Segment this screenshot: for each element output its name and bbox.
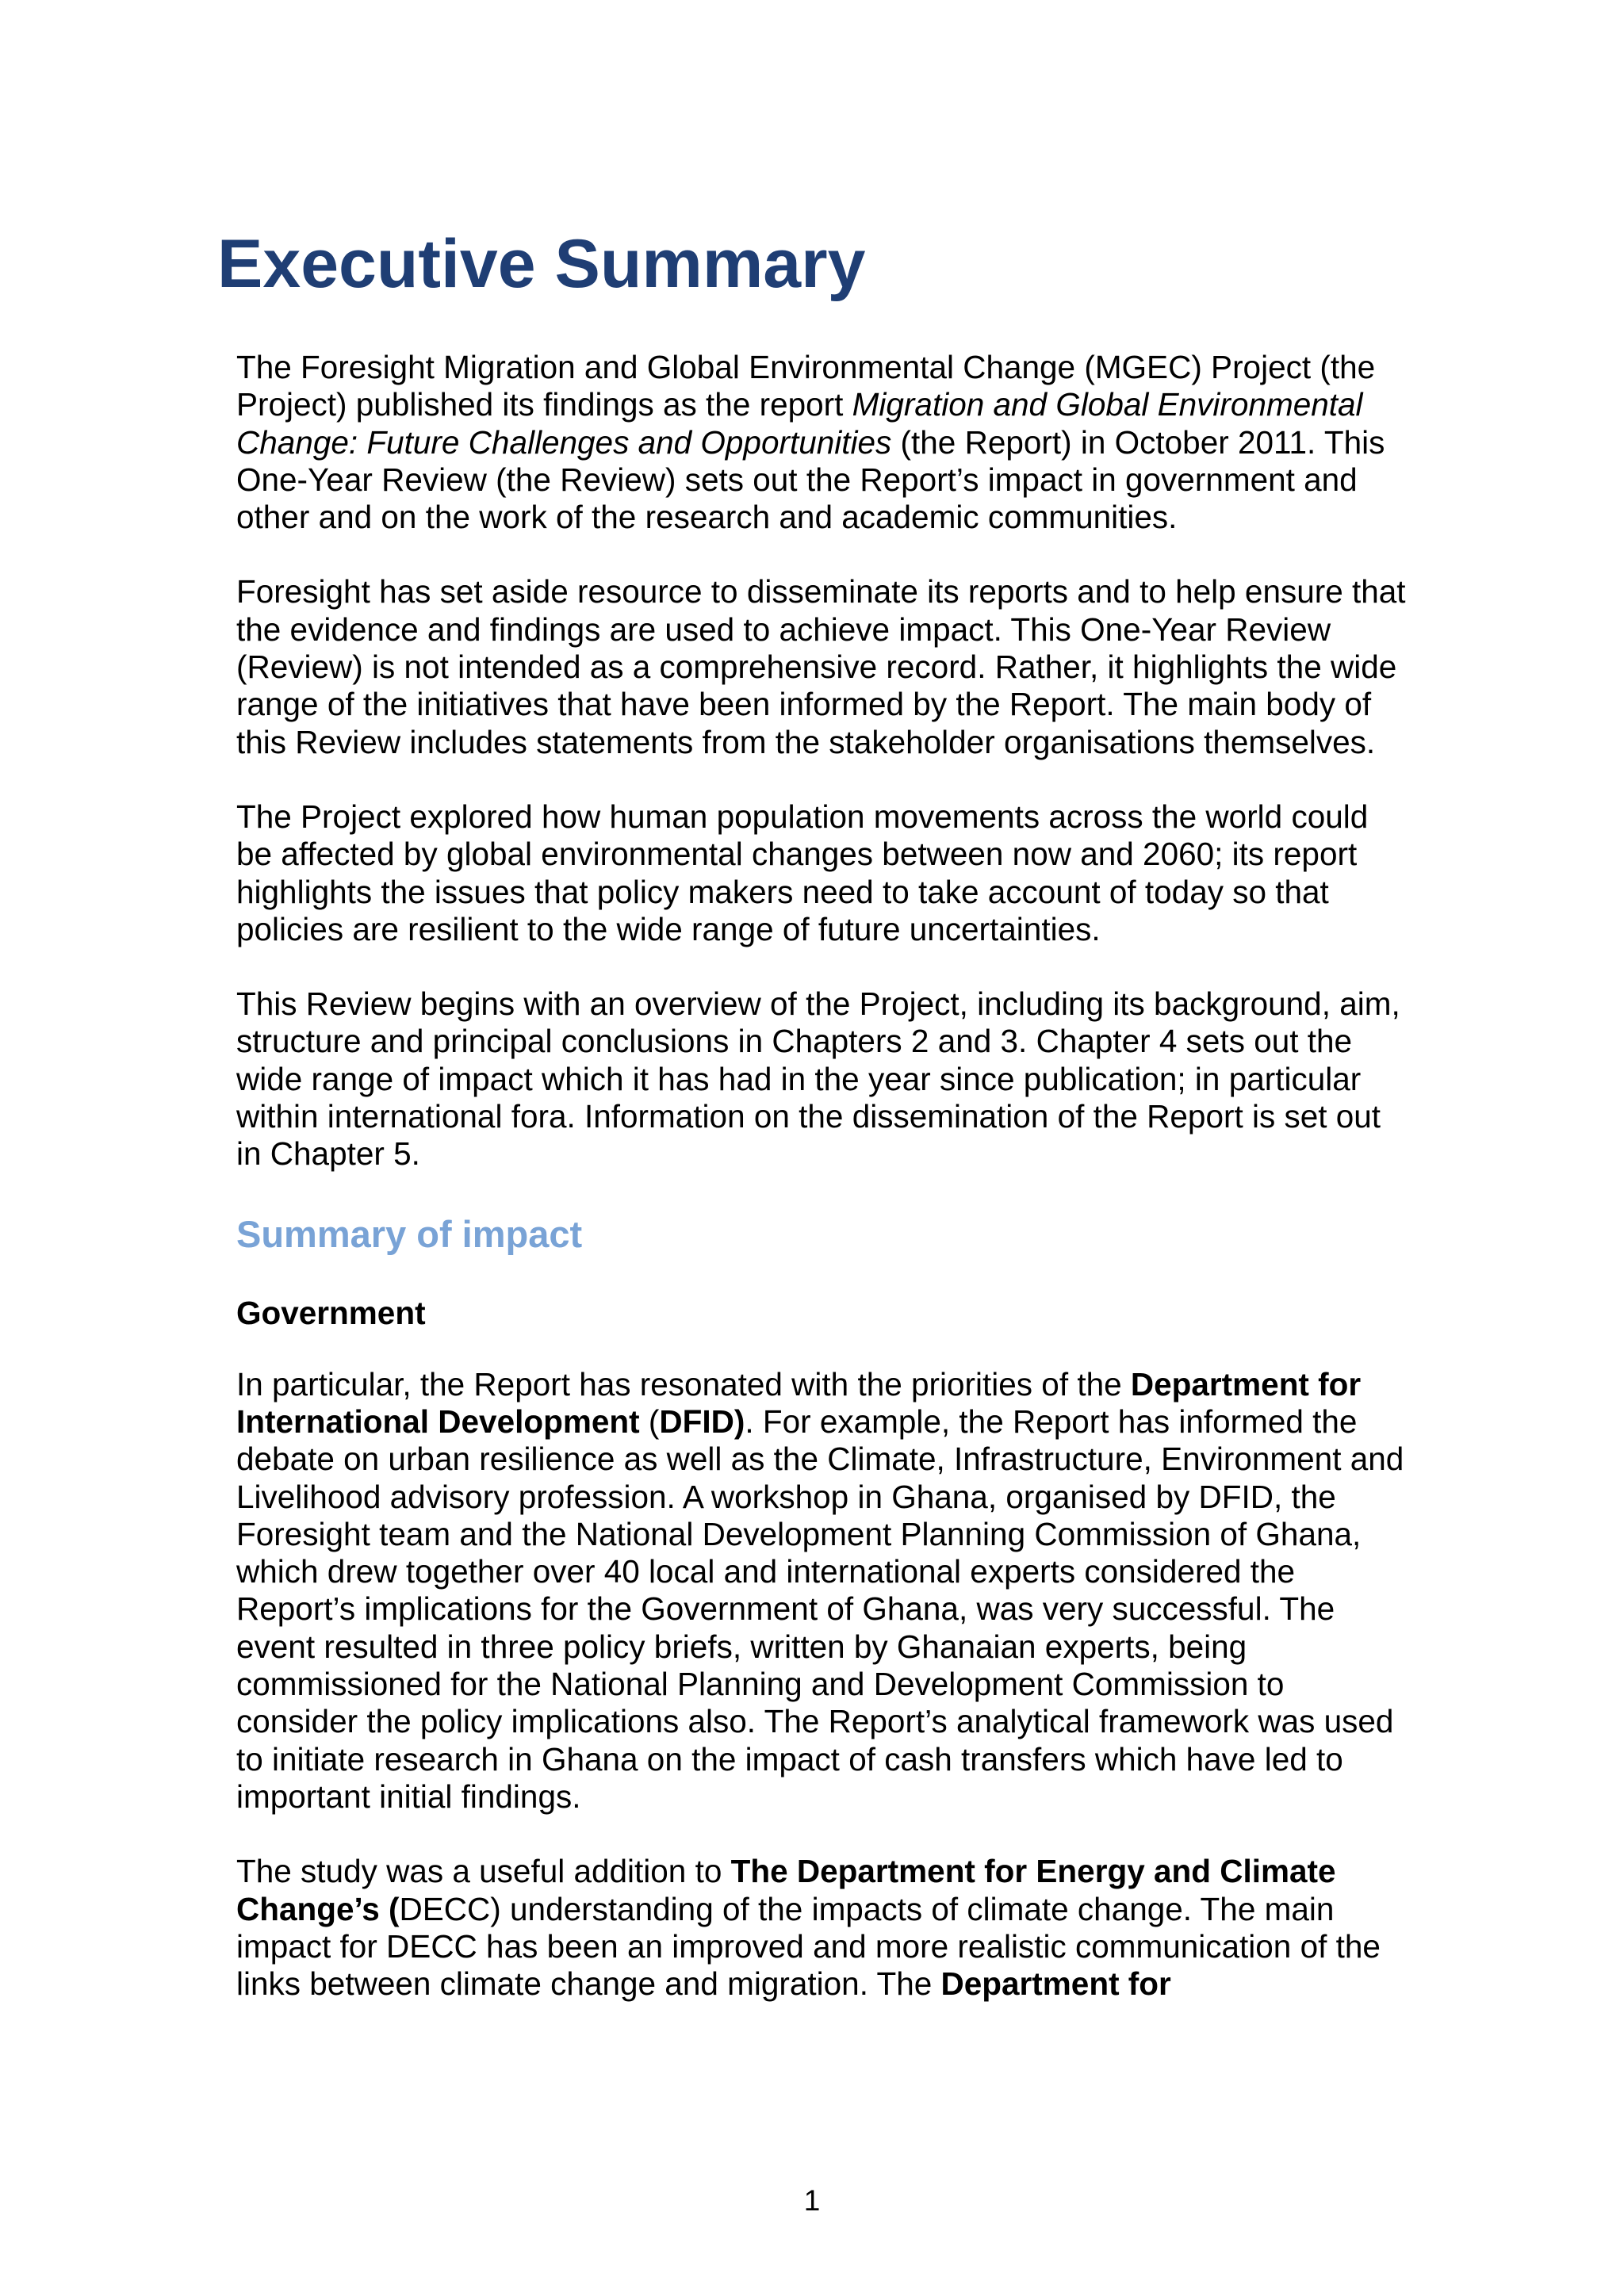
page-title: Executive Summary xyxy=(217,226,866,302)
text-run: (the Report) in October 2011. This One-Year Review (the Review) sets out the Report’s impact in government and other and on the work of the research and academic communities. xyxy=(236,423,1385,536)
text-run: ( xyxy=(639,1402,660,1440)
body-text xyxy=(236,349,1410,2040)
text-run: DECC) understanding of the impacts of climate change. The main impact for DECC has been an improved and more realistic communication of the links between climate change and migration. The xyxy=(236,1890,1381,2003)
section-heading: Summary of impact xyxy=(236,1212,583,1255)
emphasis-bold: Department for xyxy=(940,1965,1171,2003)
text-run: The Project explored how human population movements across the world could be affected by global environmental changes between now and 2060; its report highlights the issues that policy makers need to take account of today so that policies are resilient to the wide range of future uncertainties. xyxy=(236,798,1369,947)
subsection-heading: Government xyxy=(236,1294,426,1331)
emphasis-bold: The Department for Energy and Climate Change’s ( xyxy=(236,1853,1336,1927)
text-run: This Review begins with an overview of the Project, including its background, aim, structure and principal conclusions in Chapters 2 and 3. Chapter 4 sets out the wide range of impact which it has had in the year since publication; in particular within international fora. Information on the dissemination of the Report is set out in Chapter 5. xyxy=(236,985,1400,1173)
paragraph-overview xyxy=(236,985,1410,1173)
paragraph-dfid xyxy=(236,1366,1410,1816)
paragraph-project xyxy=(236,798,1410,948)
text-run: . For example, the Report has informed the debate on urban resilience as well as the Climate, Infrastructure, Environment and Livelihood advisory profession. A workshop in Ghana, organised by DFID, the Foresight team and the National Development Planning Commission of Ghana, which drew together over 40 local and international experts considered the Report’s implications for the Government of Ghana, was very successful. The event resulted in three policy briefs, written by Ghanaian experts, being commissioned for the National Planning and Development Commission to consider the policy implications also. The Report’s analytical framework was used to initiate research in Ghana on the impact of cash transfers which have led to important initial findings. xyxy=(236,1402,1404,1815)
emphasis-bold: Department for International Development xyxy=(236,1365,1362,1440)
text-run: The study was a useful addition to xyxy=(236,1853,731,1890)
page-number: 1 xyxy=(803,2184,821,2217)
paragraph-decc xyxy=(236,1853,1410,2003)
text-run: Foresight has set aside resource to disseminate its reports and to help ensure that the evidence and findings are used to achieve impact. This One-Year Review (Review) is not intended as a comprehensive record. Rather, it highlights the wide range of the initiatives that have been informed by the Report. The main body of this Review includes statements from the stakeholder organisations themselves. xyxy=(236,573,1406,760)
emphasis-bold: DFID) xyxy=(659,1402,745,1440)
paragraph-intro xyxy=(236,349,1410,536)
report-title-italic: Migration and Global Environmental Change: Future Challenges and Opportunities xyxy=(236,386,1363,461)
text-run: The Foresight Migration and Global Environmental Change (MGEC) Project (the Project) published its findings as the report xyxy=(236,349,1376,423)
paragraph-resources xyxy=(236,573,1410,760)
text-run: In particular, the Report has resonated with the priorities of the xyxy=(236,1365,1131,1402)
